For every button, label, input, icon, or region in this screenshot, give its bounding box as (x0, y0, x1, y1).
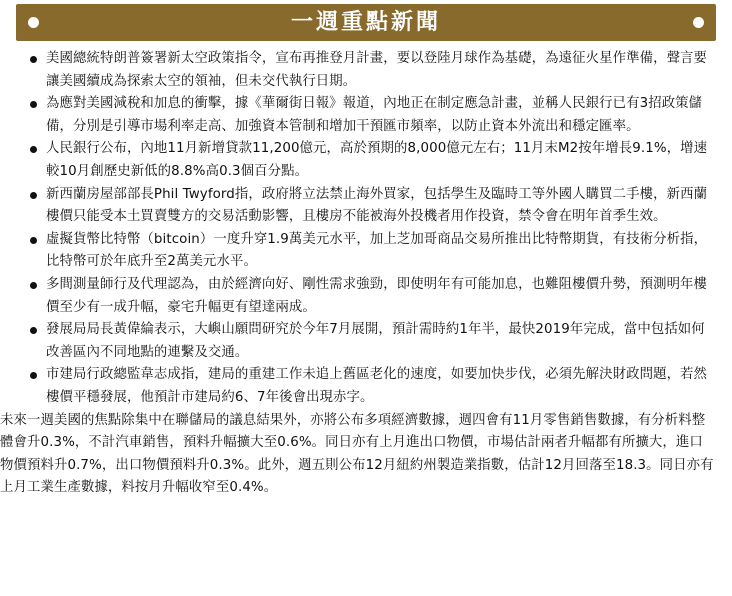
header-dot-right-icon (693, 17, 704, 28)
bullet-icon (30, 282, 37, 289)
news-item-text: 發展局局長黃偉綸表示，大嶼山願問研究於今年7月展開，預計需時約1年半，最快2019年完成，當中包括如何改善區內不同地點的連繫及交通。 (46, 322, 705, 360)
news-item-text: 為應對美國減稅和加息的衝擊，據《華爾街日報》報道，內地正在制定應急計畫，並稱人民銀行已有3招政策儲備，分別是引導市場利率走高、加強資本管制和增加干預匯市頻率，以防止資本外流出和穩定匯率。 (46, 96, 703, 134)
news-item (30, 93, 716, 138)
bullet-icon (30, 192, 37, 199)
news-bullet-list (30, 48, 716, 410)
news-item-text: 美國總統特朗普簽署新太空政策指令，宣布再推登月計畫，要以登陸月球作為基礎，為遠征火星作準備，聲言要讓美國續成為探索太空的領袖，但未交代執行日期。 (46, 51, 708, 89)
news-item-text: 虛擬貨幣比特幣（bitcoin）一度升穿1.9萬美元水平，加上芝加哥商品交易所推出比特幣期貨，有技術分析指，比特幣可於年底升至2萬美元水平。 (46, 231, 708, 270)
news-item (30, 229, 716, 274)
news-item (30, 48, 716, 93)
news-content (0, 48, 716, 500)
weekly-outlook-paragraph: 未來一週美國的焦點除集中在聯儲局的議息結果外，亦將公布多項經濟數據，週四會有11月零售銷售數據，有分析料整體會升0.3%，不計汽車銷售，預料升幅擴大至0.6%。同日亦有上月進出口物價，市場估計兩者升幅都有所擴大，進口物價預料升0.7%，出口物價預料升0.3%。此外，週五則公布12月紐約州製造業指數，估計12月回落至18.3。同日亦有上月工業生產數據，料按月升幅收窄至0.4%。 (0, 412, 714, 496)
bullet-icon (30, 237, 37, 244)
news-item-text: 新西蘭房屋部部長Phil Twyford指，政府將立法禁止海外買家，包括學生及臨時工等外國人購買二手樓，新西蘭樓價只能受本土買賣雙方的交易活動影響，且樓房不能被海外投機者用作投資，禁令會在明年首季生效。 (46, 186, 708, 225)
news-item-text: 人民銀行公布，內地11月新增貸款11,200億元，高於預期的8,000億元左右；11月末M2按年增長9.1%，增速較10月創歷史新低的8.8%高0.3個百分點。 (46, 141, 708, 179)
news-item (30, 364, 716, 409)
news-item (30, 184, 716, 229)
news-item-text: 市建局行政總監韋志成指，建局的重建工作未追上舊區老化的速度，如要加快步伐，必須先解決財政問題，若然樓價平穩發展，他預計市建局約6、7年後會出現赤字。 (46, 367, 708, 405)
page-title: 一週重點新聞 (290, 10, 441, 35)
bullet-icon (30, 56, 37, 63)
bullet-icon (30, 146, 37, 153)
bullet-icon (30, 372, 37, 379)
news-item-text: 多間測量師行及代理認為，由於經濟向好、剛性需求強勁，即使明年有可能加息，也難阻樓價升勢，預測明年樓價至少有一成升幅，豪宅升幅更有望達兩成。 (46, 276, 708, 315)
bullet-icon (30, 101, 37, 108)
news-item (30, 138, 716, 183)
news-item (30, 274, 716, 319)
bullet-icon (30, 327, 37, 334)
news-item (30, 319, 716, 364)
section-header (16, 4, 716, 41)
